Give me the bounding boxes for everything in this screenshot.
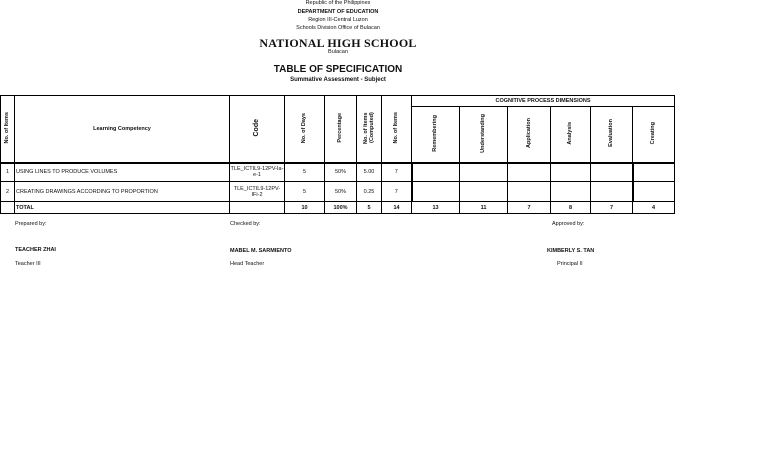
total-days: 10: [285, 202, 325, 214]
row-items: 7: [382, 163, 412, 182]
row-competency: USING LINES TO PRODUCE VOLUMES: [15, 163, 230, 182]
specification-table: [0, 95, 675, 214]
approved-by-label: Approved by:: [552, 221, 585, 227]
school-location: Bulacan: [328, 49, 348, 55]
header-remembering: Remembering: [412, 107, 460, 163]
row-percentage: 50%: [325, 182, 357, 202]
header-learning-competency: Learning Competency: [15, 96, 230, 163]
table-row: [1, 163, 675, 182]
row-creating: [633, 182, 675, 202]
total-items: 14: [382, 202, 412, 214]
row-analysis: [551, 163, 591, 182]
total-understanding: 11: [460, 202, 508, 214]
row-creating: [633, 163, 675, 182]
header-items: No. of Items: [382, 96, 412, 163]
document-subtitle: Summative Assessment - Subject: [290, 77, 386, 83]
total-creating: 4: [633, 202, 675, 214]
header-evaluation: Evaluation: [591, 107, 633, 163]
total-application: 7: [508, 202, 551, 214]
row-application: [508, 163, 551, 182]
row-code: TLE_ICTIL9-12PV-Ia-e-1: [230, 163, 285, 182]
row-items: 7: [382, 182, 412, 202]
total-label: TOTAL: [15, 202, 230, 214]
approved-by-title: Principal II: [557, 261, 583, 267]
row-competency: CREATING DRAWINGS ACCORDING TO PROPORTION: [15, 182, 230, 202]
school-name: NATIONAL HIGH SCHOOL: [259, 36, 417, 50]
checked-by-label: Checked by:: [230, 221, 261, 227]
region-line: Region III-Central Luzon: [308, 17, 368, 23]
checked-by-title: Head Teacher: [230, 261, 265, 267]
total-percentage: 100%: [325, 202, 357, 214]
approved-by-name: KIMBERLY S. TAN: [547, 248, 595, 254]
row-number: 1: [1, 163, 15, 182]
row-days: 5: [285, 163, 325, 182]
republic-line: Republic of the Philippines: [305, 0, 371, 6]
header-application: Application: [508, 107, 551, 163]
total-computed: 5: [357, 202, 382, 214]
total-analysis: 8: [551, 202, 591, 214]
header-understanding: Understanding: [460, 107, 508, 163]
table-row: [1, 182, 675, 202]
total-evaluation: 7: [591, 202, 633, 214]
row-number: 2: [1, 182, 15, 202]
department-line: DEPARTMENT OF EDUCATION: [297, 9, 379, 15]
prepared-by-label: Prepared by:: [15, 221, 47, 227]
prepared-by-name: TEACHER ZHAI: [15, 247, 56, 253]
row-understanding: [460, 182, 508, 202]
row-remembering: [412, 182, 460, 202]
header-creating: Creating: [633, 107, 675, 163]
total-number: [1, 202, 15, 214]
row-computed: 5.00: [357, 163, 382, 182]
header-no-items: No. of Items: [1, 96, 15, 163]
row-remembering: [412, 163, 460, 182]
header-days: No. of Days: [285, 96, 325, 163]
division-line: Schools Division Office of Bulacan: [296, 25, 380, 31]
row-evaluation: [591, 182, 633, 202]
checked-by-name: MABEL M. SARMIENTO: [230, 248, 292, 254]
total-row: [1, 202, 675, 214]
header-percentage: Percentage: [325, 96, 357, 163]
row-understanding: [460, 163, 508, 182]
row-days: 5: [285, 182, 325, 202]
prepared-by-title: Teacher III: [15, 261, 41, 267]
row-analysis: [551, 182, 591, 202]
row-evaluation: [591, 163, 633, 182]
header-cognitive-dimensions: COGNITIVE PROCESS DIMENSIONS: [412, 96, 675, 107]
row-percentage: 50%: [325, 163, 357, 182]
total-remembering: 13: [412, 202, 460, 214]
row-application: [508, 182, 551, 202]
header-computed: No. of Items (Computed): [357, 96, 382, 163]
header-analysis: Analysis: [551, 107, 591, 163]
row-computed: 0.25: [357, 182, 382, 202]
total-code: [230, 202, 285, 214]
header-code: Code: [230, 96, 285, 163]
document-title: TABLE OF SPECIFICATION: [273, 64, 403, 75]
row-code: TLE_ICTIL9-12PV-IFi-2: [230, 182, 285, 202]
